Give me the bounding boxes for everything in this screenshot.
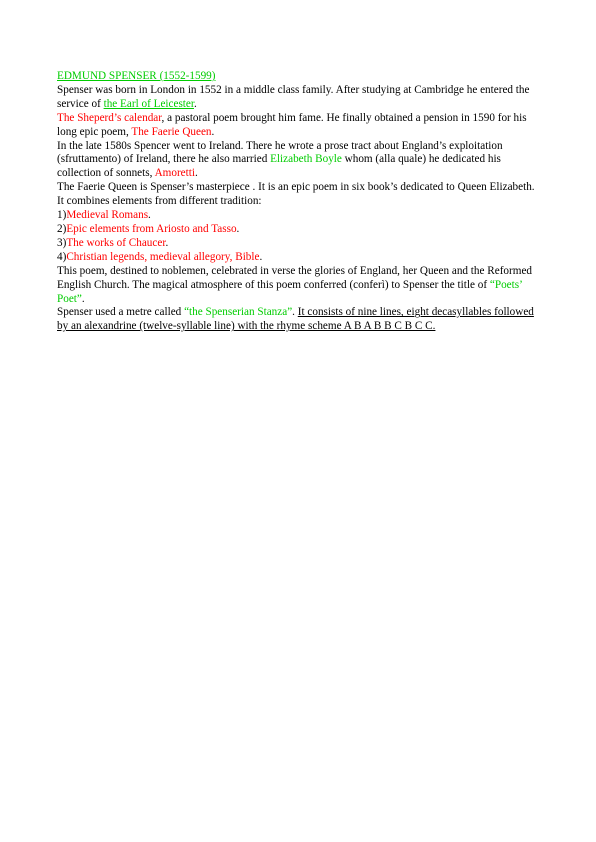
paragraph-metre — [57, 306, 539, 334]
sheperds-calendar-text: The Sheperd’s calendar — [57, 111, 162, 124]
list-end: . — [165, 236, 169, 249]
stanza-description-text: It consists of nine lines, eight decasyllables followed by an alexandrine (twelve-syllable line) with the rhyme scheme A B A B B C B C C. — [57, 306, 534, 333]
list-item — [57, 209, 539, 223]
list-number: 1) — [57, 209, 67, 222]
poem-end: . — [81, 292, 85, 305]
fame-text: , a pastoral poem brought him fame. He finally obtained a pension in 1590 for his long epic poem, — [57, 111, 527, 138]
list-item — [57, 251, 539, 265]
list-item — [57, 223, 539, 237]
list-text: Epic elements from Ariosto and Tasso — [66, 222, 237, 235]
spenserian-stanza-text: “the Spenserian Stanza” — [184, 306, 293, 319]
elizabeth-boyle-text: Elizabeth Boyle — [270, 153, 342, 166]
paragraph-ireland — [57, 140, 539, 182]
document-page — [57, 70, 539, 334]
list-end: . — [236, 222, 240, 235]
list-end: . — [259, 250, 263, 263]
paragraph-birth — [57, 84, 539, 112]
amoretti-text: Amoretti — [154, 167, 195, 180]
birth-end: . — [193, 97, 197, 110]
metre-text: Spenser used a metre called — [57, 306, 185, 319]
list-number: 4) — [57, 250, 67, 263]
metre-sep: . — [292, 306, 298, 319]
birth-text: Spenser was born in London in 1552 in a middle class family. After studying at Cambridge he entered the service of — [57, 83, 530, 110]
earl-of-leicester-text: the Earl of Leicester — [103, 97, 194, 110]
list-text: The works of Chaucer — [66, 236, 166, 249]
fame-end: . — [211, 125, 215, 138]
list-number: 3) — [57, 236, 67, 249]
title-text: EDMUND SPENSER (1552-1599) — [57, 70, 216, 82]
ireland-end: . — [194, 167, 198, 180]
poem-text: This poem, destined to noblemen, celebrated in verse the glories of England, her Queen and the Reformed English Church. The magical atmosphere of this poem conferred (conferì) to Spenser the title of — [57, 264, 533, 291]
list-text: Medieval Romans — [66, 209, 149, 222]
list-end: . — [148, 209, 151, 222]
list-item — [57, 237, 539, 251]
poets-poet-text: “Poets’ Poet” — [57, 278, 522, 305]
ireland-text: In the late 1580s Spencer went to Ireland. There he wrote a prose tract about England’s exploitation (sfruttamento) of Ireland, there he also married — [57, 139, 503, 166]
paragraph-masterpiece: The Faerie Queen is Spenser’s masterpiece . It is an epic poem in six book’s dedicated to Queen Elizabeth. — [57, 181, 535, 194]
document-title — [57, 70, 539, 84]
list-number: 2) — [57, 222, 67, 235]
paragraph-poets-poet — [57, 265, 539, 307]
paragraph-fame — [57, 112, 539, 140]
list-text: Christian legends, medieval allegory, Bible — [66, 250, 260, 263]
faerie-queen-text: The Faerie Queen — [131, 125, 212, 138]
paragraph-traditions: It combines elements from different tradition: — [57, 195, 262, 208]
ireland-text-2: whom (alla quale) he dedicated his collection of sonnets, — [57, 153, 501, 180]
